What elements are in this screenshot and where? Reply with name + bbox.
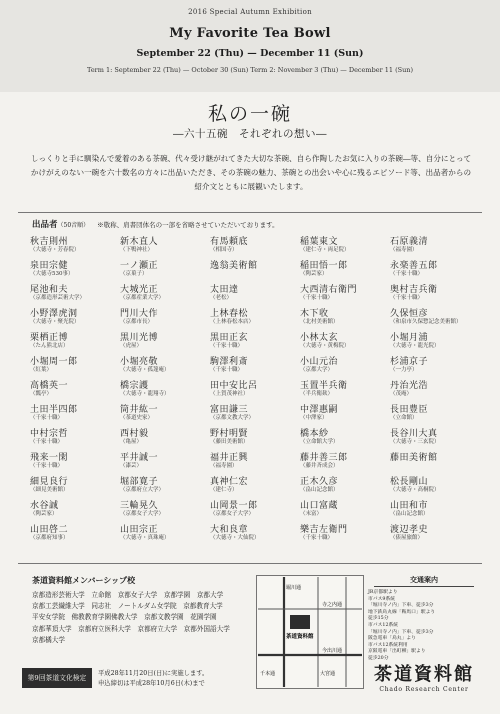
lender-name: 逸翁美術館	[210, 261, 258, 271]
exhibition-title: My Favorite Tea Bowl	[169, 26, 331, 41]
lender-entry	[300, 525, 392, 542]
access-line: JR京都駅より	[368, 590, 398, 595]
lender-name: 松長剛山	[390, 477, 429, 487]
lender-name: 平井誠一	[120, 453, 159, 463]
lender-name: 土田半四郎	[30, 405, 78, 415]
lender-entry	[210, 429, 302, 446]
museum-logo	[368, 660, 480, 693]
lender-entry	[120, 453, 212, 470]
lender-name: 真神仁宏	[210, 477, 249, 487]
lender-entry	[300, 453, 392, 470]
lender-name: 稲葉東文	[300, 237, 339, 247]
lender-name: 樂吉左衛門	[300, 525, 348, 535]
lender-affiliation: （大徳寺530事）	[30, 271, 74, 277]
lender-entry	[300, 237, 392, 254]
lenders-label: 出品者	[32, 220, 58, 230]
lender-name: 野村明賢	[210, 429, 249, 439]
access-map	[256, 575, 364, 689]
lender-affiliation: （畠山記念館）	[390, 511, 429, 517]
exhibition-dates: September 22 (Thu) — December 11 (Sun)	[136, 48, 364, 59]
map-label: 堀川通	[286, 585, 302, 591]
lender-entry	[390, 501, 482, 518]
lender-entry	[120, 237, 212, 254]
lender-affiliation: （瓢亭）	[30, 391, 53, 397]
lender-entry	[390, 285, 482, 302]
lender-entry	[120, 309, 212, 326]
lender-affiliation: （千家十職）	[300, 295, 334, 301]
lender-affiliation: （北村美術館）	[300, 319, 339, 325]
lender-entry	[390, 357, 482, 374]
lender-entry	[300, 285, 392, 302]
exam-date: 平成28年11月20日(日)に実施します。	[98, 670, 209, 677]
lender-name: 山口富蔵	[300, 501, 339, 511]
lender-entry	[30, 429, 122, 446]
lender-name: 永楽善五郎	[390, 261, 438, 271]
members-heading: 茶道資料館メンバーシップ校	[32, 575, 136, 585]
lender-entry	[210, 525, 302, 542]
lender-affiliation: （千家十職）	[210, 367, 244, 373]
lender-affiliation: （茶道史家）	[120, 415, 154, 421]
lender-name: 玉置半兵衛	[300, 381, 348, 391]
lender-name: 中澤惠嗣	[300, 405, 339, 415]
lender-name: 駒澤利斎	[210, 357, 249, 367]
lender-name: 小林太玄	[300, 333, 339, 343]
lender-affiliation: （千家十職）	[30, 463, 64, 469]
lender-entry	[30, 333, 122, 350]
lender-name: 筒井紘一	[120, 405, 159, 415]
lender-affiliation: （福寿園）	[210, 463, 238, 469]
lender-name: 小堀周一郎	[30, 357, 78, 367]
lender-entry	[30, 525, 122, 542]
lender-name: 大城光正	[120, 285, 159, 295]
lender-affiliation: （大徳寺・高桐院）	[390, 487, 440, 493]
lender-affiliation: （大徳寺・三玄院）	[390, 439, 440, 445]
access-line: 「堀川寺ノ内」下車、徒歩3分	[368, 629, 434, 635]
lender-affiliation: （千家十職）	[210, 343, 244, 349]
lender-affiliation: （京都府知事）	[30, 535, 69, 541]
lender-affiliation: （大徳寺・龍光院）	[390, 343, 440, 349]
access-line: 市バス12系統	[368, 622, 399, 628]
lender-name: 藤田美術館	[390, 453, 438, 463]
lender-name: 上林春松	[210, 309, 249, 319]
lender-entry	[30, 477, 122, 494]
exhibition-terms: Term 1: September 22 (Thu) — October 30 (Sun) Term 2: November 3 (Thu) — December 11 (Sun)	[86, 66, 413, 74]
lender-name: 門川大作	[120, 309, 159, 319]
lender-name: 三輪晃久	[120, 501, 159, 511]
lender-name: 山岡景一郎	[210, 501, 258, 511]
lender-affiliation: （大徳寺・真珠庵）	[120, 535, 170, 541]
lender-affiliation: （上賀茂神社）	[210, 391, 249, 397]
map-label: 茶道資料館	[286, 634, 314, 640]
intro-paragraph: しっくりと手に馴染んで愛着のある茶碗、代々受け継がれてきた大切な茶碗、自ら作陶したお気に入りの茶碗―等、自分にとってかけがえのない一碗を六十数名の方々に出品いただき、その茶碗の魅力、茶碗との出会いや心に残るエピソード等、出品者からの紹介文とともに展観いたします。	[30, 154, 472, 191]
lender-affiliation: （千家十職）	[30, 439, 64, 445]
lender-entry	[210, 333, 302, 350]
lender-name: 杉浦京子	[390, 357, 429, 367]
lender-affiliation: （京都女子大学）	[120, 511, 165, 517]
lender-name: 田中安比呂	[210, 381, 258, 391]
lender-name: 黒川光博	[120, 333, 159, 343]
lender-affiliation: （京菓子）	[120, 271, 148, 277]
lender-entry	[120, 261, 212, 278]
lender-name: 丹治光浩	[390, 381, 429, 391]
lender-entry	[30, 381, 122, 398]
museum-logo-english: Chado Research Center	[379, 686, 469, 693]
lender-entry	[390, 381, 482, 398]
lender-entry	[210, 357, 302, 374]
lender-name: 新木直人	[120, 237, 159, 247]
lender-entry	[390, 405, 482, 422]
map-label: 大宮通	[320, 671, 336, 677]
lenders-header	[32, 218, 279, 230]
lender-name: 稲田悟一郎	[300, 261, 348, 271]
lender-affiliation: （立命館）	[390, 415, 418, 421]
map-label: 寺之内通	[322, 602, 343, 608]
exam-notice	[22, 668, 254, 690]
lender-entry	[30, 309, 122, 326]
member-schools-line: 京都工芸繊維大学 同志社 ノートルダム女学院 京都教育大学	[32, 602, 223, 611]
lender-entry	[390, 237, 482, 254]
lender-entry	[120, 525, 212, 542]
lender-entry	[30, 285, 122, 302]
lender-name: 泉田宗健	[30, 261, 69, 271]
lender-entry	[120, 477, 212, 494]
exam-deadline: 申込締切は平成28年10月6日(木)まで	[98, 679, 205, 687]
lender-name: 富田謙三	[210, 405, 249, 415]
lender-name: 有馬頼底	[210, 237, 249, 247]
lender-affiliation: （たん熊北店）	[30, 343, 69, 349]
lender-names-grid	[30, 237, 480, 547]
lender-affiliation: （京都造形芸術大学）	[30, 295, 86, 301]
member-schools	[32, 590, 242, 646]
lender-affiliation: （京都文教大学）	[210, 415, 255, 421]
page-title: 私の一碗	[207, 103, 292, 125]
member-schools-line: 京都造形芸術大学 立命館 京都女子大学 京都学園 京都大学	[32, 591, 224, 599]
lender-affiliation: （中澤家）	[300, 415, 328, 421]
lender-entry	[120, 405, 212, 422]
lender-name: 小堀月浦	[390, 333, 429, 343]
lender-affiliation: （大徳寺・龍翔寺）	[120, 391, 170, 397]
lender-name: 高橋英一	[30, 381, 69, 391]
member-schools-line: 京都華頂大学 京都府立医科大学 京都府立大学 京都外国語大学	[32, 624, 230, 633]
lender-affiliation: （千家十職）	[300, 535, 334, 541]
lender-name: 飛来一閑	[30, 453, 69, 463]
lender-entry	[300, 309, 392, 326]
lender-entry	[30, 261, 122, 278]
access-line: 市バス12系統利用	[368, 642, 408, 648]
lender-entry	[300, 381, 392, 398]
lender-name: 尾池和夫	[30, 285, 69, 295]
lender-entry	[120, 285, 212, 302]
lender-entry	[120, 429, 212, 446]
access-line: 「堀川寺ノ内」下車、徒歩3分	[368, 603, 434, 609]
lender-affiliation: （一力亭）	[390, 367, 418, 373]
lender-affiliation: （大徳寺・芳春院）	[30, 247, 80, 253]
lender-affiliation: （藤田美術館）	[210, 439, 249, 445]
lender-affiliation: （相国寺）	[210, 247, 238, 253]
lender-name: 黒田正玄	[210, 333, 249, 343]
lender-entry	[210, 381, 302, 398]
lender-name: 橋宗護	[120, 381, 149, 391]
lender-entry	[300, 357, 392, 374]
lender-affiliation: （大徳寺・孤篷庵）	[120, 367, 170, 373]
lender-affiliation: （大徳寺・大仙院）	[210, 535, 260, 541]
page-subtitle: ―六十五碗 それぞれの想い―	[173, 128, 327, 140]
lender-affiliation: （千家十職）	[30, 415, 64, 421]
lender-entry	[210, 237, 302, 254]
lender-entry	[300, 261, 392, 278]
lender-affiliation: （漆芸）	[120, 463, 143, 469]
lender-name: 西村毅	[120, 429, 149, 439]
lender-affiliation: （虎屋）	[120, 343, 143, 349]
lender-entry	[30, 357, 122, 374]
lender-entry	[210, 309, 302, 326]
lender-affiliation: （陶芸家）	[30, 511, 58, 517]
lender-affiliation: （末富）	[300, 511, 323, 517]
lender-affiliation: （和泉市久保惣記念美術館）	[390, 319, 462, 325]
lender-affiliation: （細見美術館）	[30, 487, 69, 493]
lender-name: 山田宗正	[120, 525, 159, 535]
member-schools-line: 京都橘大学	[32, 635, 65, 644]
lender-entry	[210, 453, 302, 470]
lender-entry	[210, 261, 302, 271]
exhibition-label: 2016 Special Autumn Exhibition	[188, 8, 312, 16]
lender-name: 中村宗哲	[30, 429, 69, 439]
lender-affiliation: （建仁寺・両足院）	[300, 247, 350, 253]
lenders-order: （50音順）	[57, 222, 90, 229]
lender-entry	[390, 429, 482, 446]
lender-entry	[300, 429, 392, 446]
lender-name: 小山元治	[300, 357, 339, 367]
access-line: 市バス9系統	[368, 596, 396, 602]
lender-entry	[210, 285, 302, 302]
exam-label-box: 第9回茶道文化検定	[22, 668, 92, 688]
museum-logo-name: 茶道資料館	[374, 664, 474, 685]
lender-entry	[210, 405, 302, 422]
lender-entry	[390, 333, 482, 350]
lender-affiliation: （俵屋旅館）	[390, 535, 424, 541]
lender-name: 長田豊臣	[390, 405, 429, 415]
lender-entry	[390, 261, 482, 278]
lender-entry	[390, 525, 482, 542]
lender-name: 奥村吉兵衛	[390, 285, 438, 295]
lender-affiliation: （下鴨神社）	[120, 247, 154, 253]
lender-name: 福井正興	[210, 453, 249, 463]
divider	[18, 212, 482, 213]
lender-affiliation: （半兵衛麸）	[300, 391, 334, 397]
lender-affiliation: （陶芸家）	[300, 271, 328, 277]
lender-entry	[120, 501, 212, 518]
map-building-marker	[290, 615, 310, 629]
access-line: 地下鉄烏丸線「鞍馬口」駅より	[368, 609, 436, 615]
access-line: 徒歩20分	[368, 655, 389, 661]
lender-entry	[390, 477, 482, 494]
access-line: 京阪電車「出町柳」駅より	[368, 649, 426, 655]
lender-name: 山田和市	[390, 501, 429, 511]
lender-entry	[30, 237, 122, 254]
lender-name: 栗栖正博	[30, 333, 69, 343]
lender-name: 橋本紗	[300, 429, 329, 439]
lender-name: 太田達	[210, 285, 239, 295]
lender-entry	[390, 309, 482, 326]
lender-name: 細見良行	[30, 477, 69, 487]
lender-affiliation: （千家十職）	[390, 295, 424, 301]
access-heading: 交通案内	[374, 575, 474, 587]
lender-affiliation: （藤井斉成会）	[300, 463, 339, 469]
lenders-note: ※敬称、肩書団体名の一部を省略させていただいております。	[97, 221, 279, 229]
map-label: 今出川通	[322, 648, 343, 654]
lender-name: 長谷川大真	[390, 429, 438, 439]
lender-entry	[300, 405, 392, 422]
lender-name: 木下收	[300, 309, 329, 319]
lender-affiliation: （亀屋）	[120, 439, 143, 445]
lender-affiliation: （茂庵）	[390, 391, 413, 397]
map-label: 千本通	[260, 671, 276, 677]
lender-name: 藤井善三郎	[300, 453, 348, 463]
lender-affiliation: （立命館大学）	[300, 439, 339, 445]
lender-entry	[30, 405, 122, 422]
lender-entry	[30, 453, 122, 470]
lender-affiliation: （大徳寺・黄梅院）	[300, 343, 350, 349]
lender-entry	[120, 381, 212, 398]
access-line: 阪急電車「烏丸」より	[368, 636, 416, 642]
lender-entry	[300, 333, 392, 350]
lender-affiliation: （京都府立大学）	[120, 487, 165, 493]
lender-name: 水谷誠	[30, 501, 59, 511]
lender-name: 渡辺孝史	[390, 525, 429, 535]
lender-affiliation: （老松）	[210, 295, 233, 301]
lender-entry	[210, 477, 302, 494]
lender-name: 大西清右衛門	[300, 285, 358, 295]
lender-affiliation: （大徳寺・聚光院）	[30, 319, 80, 325]
lender-affiliation: （千家十職）	[390, 271, 424, 277]
lender-name: 久保恒彦	[390, 309, 429, 319]
lender-entry	[30, 501, 122, 518]
lender-name: 堀部寛子	[120, 477, 159, 487]
lender-affiliation: （福寿園）	[390, 247, 418, 253]
lender-entry	[300, 501, 392, 518]
lender-entry	[390, 453, 482, 463]
lender-affiliation: （畠山記念館）	[300, 487, 339, 493]
lender-name: 正木久彦	[300, 477, 339, 487]
lender-entry	[210, 501, 302, 518]
lender-entry	[120, 357, 212, 374]
lender-name: 山田啓二	[30, 525, 69, 535]
lender-entry	[120, 333, 212, 350]
lender-name: 秋吉則州	[30, 237, 69, 247]
lender-name: 小堀亮敬	[120, 357, 159, 367]
lender-affiliation: （京都市長）	[120, 319, 154, 325]
lender-affiliation: （上林春松本店）	[210, 319, 255, 325]
lender-affiliation: （建仁寺）	[210, 487, 238, 493]
lender-affiliation: （京都女子大学）	[210, 511, 255, 517]
lender-name: 小野澤虎洞	[30, 309, 78, 319]
lender-name: 石原義清	[390, 237, 429, 247]
lender-affiliation: （京都大学）	[300, 367, 334, 373]
member-schools-line: 平安女学院 佛教教育学園佛教大学 京都文教学園 花園学園	[32, 613, 217, 622]
lender-name: 大和良章	[210, 525, 249, 535]
access-directions	[368, 590, 480, 663]
lender-affiliation: （京都産業大学）	[120, 295, 165, 301]
lender-affiliation: （紅葉）	[30, 367, 53, 373]
access-line: 徒歩15分	[368, 616, 389, 622]
exam-text	[98, 669, 208, 688]
lender-name: 一ノ瀬正	[120, 261, 159, 271]
lender-entry	[300, 477, 392, 494]
divider	[18, 563, 482, 564]
